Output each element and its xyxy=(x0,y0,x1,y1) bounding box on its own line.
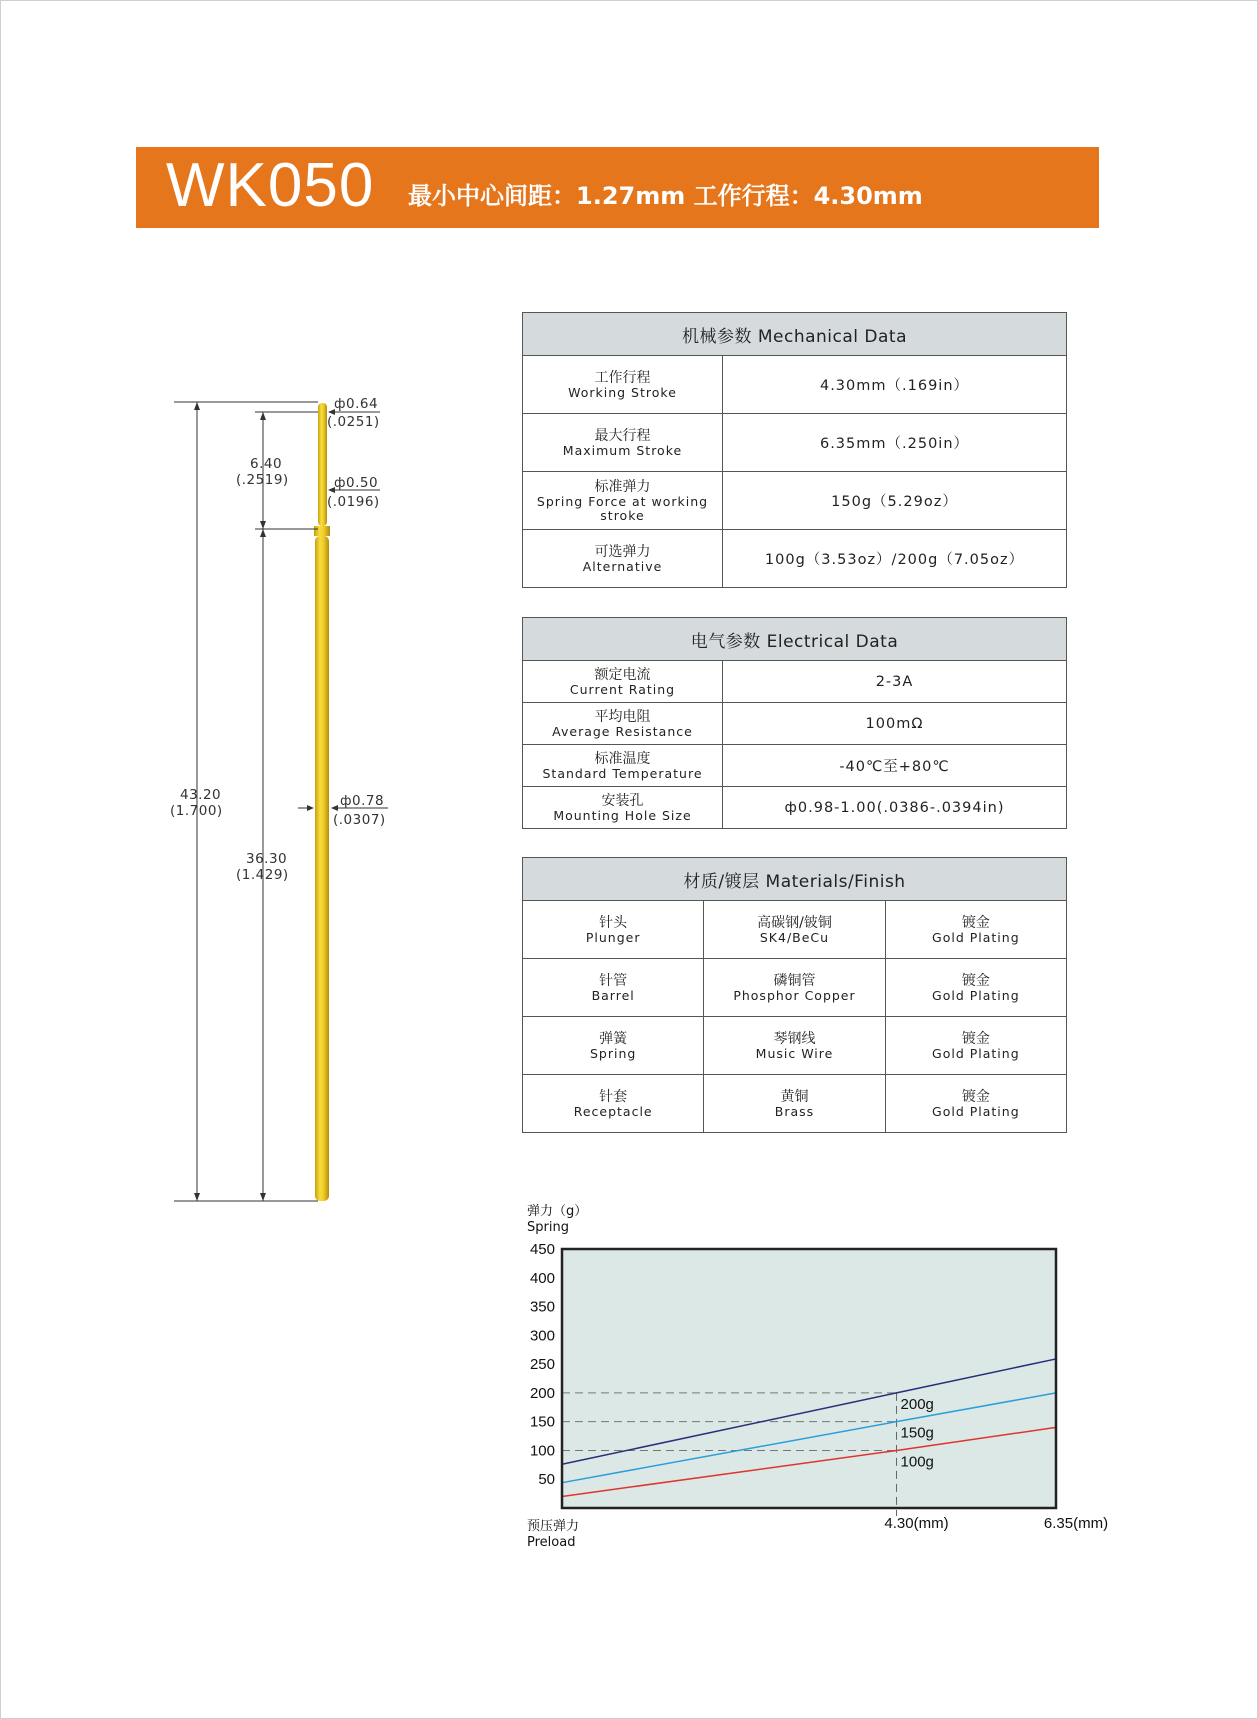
finish-zh: 镀金 xyxy=(961,972,990,989)
row-label-zh: 额定电流 xyxy=(594,666,651,683)
x-axis-label-zh: 预压弹力 xyxy=(527,1519,580,1534)
row-label-en: Working Stroke xyxy=(568,384,677,400)
part-en: Plunger xyxy=(585,929,641,945)
mechanical-title: 机械参数 Mechanical Data xyxy=(523,313,1067,356)
row-label-zh: 最大行程 xyxy=(594,427,651,444)
material-en: Brass xyxy=(774,1103,815,1119)
y-axis-label-zh: 弹力（g） xyxy=(527,1204,588,1219)
part-en: Receptacle xyxy=(573,1103,653,1119)
electrical-title: 电气参数 Electrical Data xyxy=(523,618,1067,661)
y-tick-label: 100 xyxy=(529,1442,555,1460)
dim-barrel-diameter-inch: (.0307) xyxy=(333,812,386,828)
row-value: 100g（3.53oz）/200g（7.05oz） xyxy=(723,530,1067,588)
row-value: 150g（5.29oz） xyxy=(723,472,1067,530)
dim-plunger-diameter: ф0.50 xyxy=(334,475,379,491)
x-tick-label: 6.35(mm) xyxy=(1043,1515,1109,1532)
y-tick-label: 50 xyxy=(538,1471,555,1489)
row-label-zh: 可选弹力 xyxy=(594,543,651,560)
y-tick-labels xyxy=(530,1241,555,1488)
finish-zh: 镀金 xyxy=(961,1030,990,1047)
row-value: 100mΩ xyxy=(723,703,1067,745)
part-zh: 针管 xyxy=(599,972,628,989)
finish-zh: 镀金 xyxy=(961,1088,990,1105)
series-label: 200g xyxy=(900,1395,934,1413)
part-zh: 弹簧 xyxy=(599,1030,628,1047)
finish-zh: 镀金 xyxy=(961,914,990,931)
finish-en: Gold Plating xyxy=(932,1045,1020,1061)
y-tick-label: 350 xyxy=(529,1298,555,1316)
row-label-en: Standard Temperature xyxy=(542,765,703,781)
header-subtitle: 最小中心间距：1.27mm 工作行程：4.30mm xyxy=(408,182,923,210)
row-label-zh: 平均电阻 xyxy=(594,708,651,725)
dim-plunger-tip-diameter-inch: (.0251) xyxy=(327,414,380,430)
materials-title: 材质/镀层 Materials/Finish xyxy=(523,858,1067,901)
row-label-en: Spring Force at working stroke xyxy=(536,493,709,523)
y-tick-label: 450 xyxy=(529,1241,555,1258)
y-tick-label: 200 xyxy=(529,1384,555,1402)
series-labels xyxy=(901,1396,934,1471)
x-tick-labels xyxy=(884,1515,1108,1532)
part-en: Barrel xyxy=(591,987,635,1003)
part-zh: 针套 xyxy=(599,1088,628,1105)
row-value: 2-3A xyxy=(723,661,1067,703)
dim-barrel-diameter: ф0.78 xyxy=(340,793,385,809)
material-zh: 高碳钢/铍铜 xyxy=(757,914,832,931)
y-tick-label: 400 xyxy=(529,1269,555,1287)
material-en: Phosphor Copper xyxy=(733,987,856,1003)
y-tick-label: 300 xyxy=(529,1327,555,1345)
row-label-zh: 标准弹力 xyxy=(594,478,651,495)
series-label: 100g xyxy=(900,1453,934,1471)
row-label-zh: 标准温度 xyxy=(594,750,651,767)
row-value: -40℃至+80℃ xyxy=(723,745,1067,787)
model-name: WK050 xyxy=(166,151,375,220)
finish-en: Gold Plating xyxy=(932,1103,1020,1119)
row-label-zh: 安装孔 xyxy=(601,792,644,809)
dim-plunger-length-inch: (.2519) xyxy=(236,472,289,488)
series-label: 150g xyxy=(900,1424,934,1442)
finish-en: Gold Plating xyxy=(932,987,1020,1003)
y-tick-label: 250 xyxy=(529,1356,555,1374)
row-label-en: Maximum Stroke xyxy=(562,442,683,458)
row-label-en: Average Resistance xyxy=(552,723,693,739)
row-value: 6.35mm（.250in） xyxy=(723,414,1067,472)
dim-total-length: 43.20 xyxy=(180,787,222,803)
dim-barrel-length-inch: (1.429) xyxy=(236,867,289,883)
dim-plunger-diameter-inch: (.0196) xyxy=(327,494,380,510)
x-tick-label: 4.30(mm) xyxy=(884,1515,949,1532)
row-label-zh: 工作行程 xyxy=(594,369,651,386)
material-zh: 黄铜 xyxy=(780,1088,809,1105)
x-axis-label-en: Preload xyxy=(527,1535,576,1550)
part-en: Spring xyxy=(589,1045,637,1061)
row-label-en: Mounting Hole Size xyxy=(553,807,692,823)
row-label-en: Alternative xyxy=(582,558,663,574)
dim-barrel-length: 36.30 xyxy=(246,851,288,867)
dim-plunger-tip-diameter: ф0.64 xyxy=(334,396,379,412)
row-value: ф0.98-1.00(.0386-.0394in) xyxy=(723,787,1067,829)
material-en: SK4/BeCu xyxy=(759,929,830,945)
y-tick-label: 150 xyxy=(529,1413,555,1431)
row-value: 4.30mm（.169in） xyxy=(723,356,1067,414)
row-label-en: Current Rating xyxy=(569,681,676,697)
dim-total-length-inch: (1.700) xyxy=(170,803,223,819)
y-axis-label-en: Spring xyxy=(527,1220,569,1235)
material-zh: 琴钢线 xyxy=(773,1030,816,1047)
dim-plunger-length: 6.40 xyxy=(250,456,283,472)
part-zh: 针头 xyxy=(599,914,628,931)
material-zh: 磷铜管 xyxy=(773,972,816,989)
finish-en: Gold Plating xyxy=(932,929,1020,945)
material-en: Music Wire xyxy=(755,1045,834,1061)
